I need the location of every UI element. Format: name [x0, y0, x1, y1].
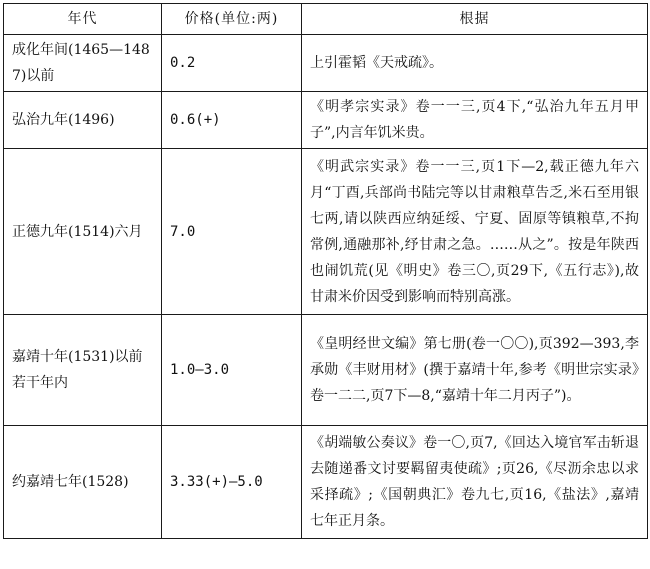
- era-cell: 约嘉靖七年(1528): [4, 426, 162, 539]
- price-cell: 7.0: [162, 149, 302, 315]
- table-header: [4, 4, 648, 35]
- table-row: [4, 426, 648, 539]
- era-cell: 正德九年(1514)六月: [4, 149, 162, 315]
- header-price: 价格(单位:两): [162, 4, 302, 35]
- basis-cell: 《胡端敏公奏议》卷一〇,页7,《回达入境官军击斩退去随递番文讨要羁留夷使疏》;页26,《尽沥余忠以求采择疏》;《国朝典汇》卷九七,页16,《盐法》,嘉靖七年正月条。: [302, 426, 648, 539]
- price-cell: 1.0—3.0: [162, 315, 302, 426]
- price-cell: 3.33(+)—5.0: [162, 426, 302, 539]
- era-cell: 嘉靖十年(1531)以前若干年内: [4, 315, 162, 426]
- table-row: [4, 92, 648, 149]
- table-row: [4, 35, 648, 92]
- price-cell: 0.2: [162, 35, 302, 92]
- table-row: [4, 149, 648, 315]
- header-row: [4, 4, 648, 35]
- price-table: [3, 3, 648, 539]
- table-body: [4, 35, 648, 539]
- basis-cell: 《皇明经世文编》第七册(卷一〇〇),页392—393,李承勋《丰财用材》(撰于嘉靖十年,参考《明世宗实录》卷一二二,页7下—8,“嘉靖十年二月丙子”)。: [302, 315, 648, 426]
- header-era: 年代: [4, 4, 162, 35]
- basis-cell: 上引霍韬《天戒疏》。: [302, 35, 648, 92]
- table-row: [4, 315, 648, 426]
- era-cell: 弘治九年(1496): [4, 92, 162, 149]
- price-cell: 0.6(+): [162, 92, 302, 149]
- header-basis: 根据: [302, 4, 648, 35]
- basis-cell: 《明孝宗实录》卷一一三,页4下,“弘治九年五月甲子”,内言年饥米贵。: [302, 92, 648, 149]
- era-cell: 成化年间(1465—1487)以前: [4, 35, 162, 92]
- basis-cell: 《明武宗实录》卷一一三,页1下—2,载正德九年六月“丁酉,兵部尚书陆完等以甘肃粮草告乏,米石至用银七两,请以陕西应纳延绥、宁夏、固原等镇粮草,不拘常例,通融那补,纾甘肃之急。……从之”。按是年陕西也闹饥荒(见《明史》卷三〇,页29下,《五行志》),故甘肃米价因受到影响而特别高涨。: [302, 149, 648, 315]
